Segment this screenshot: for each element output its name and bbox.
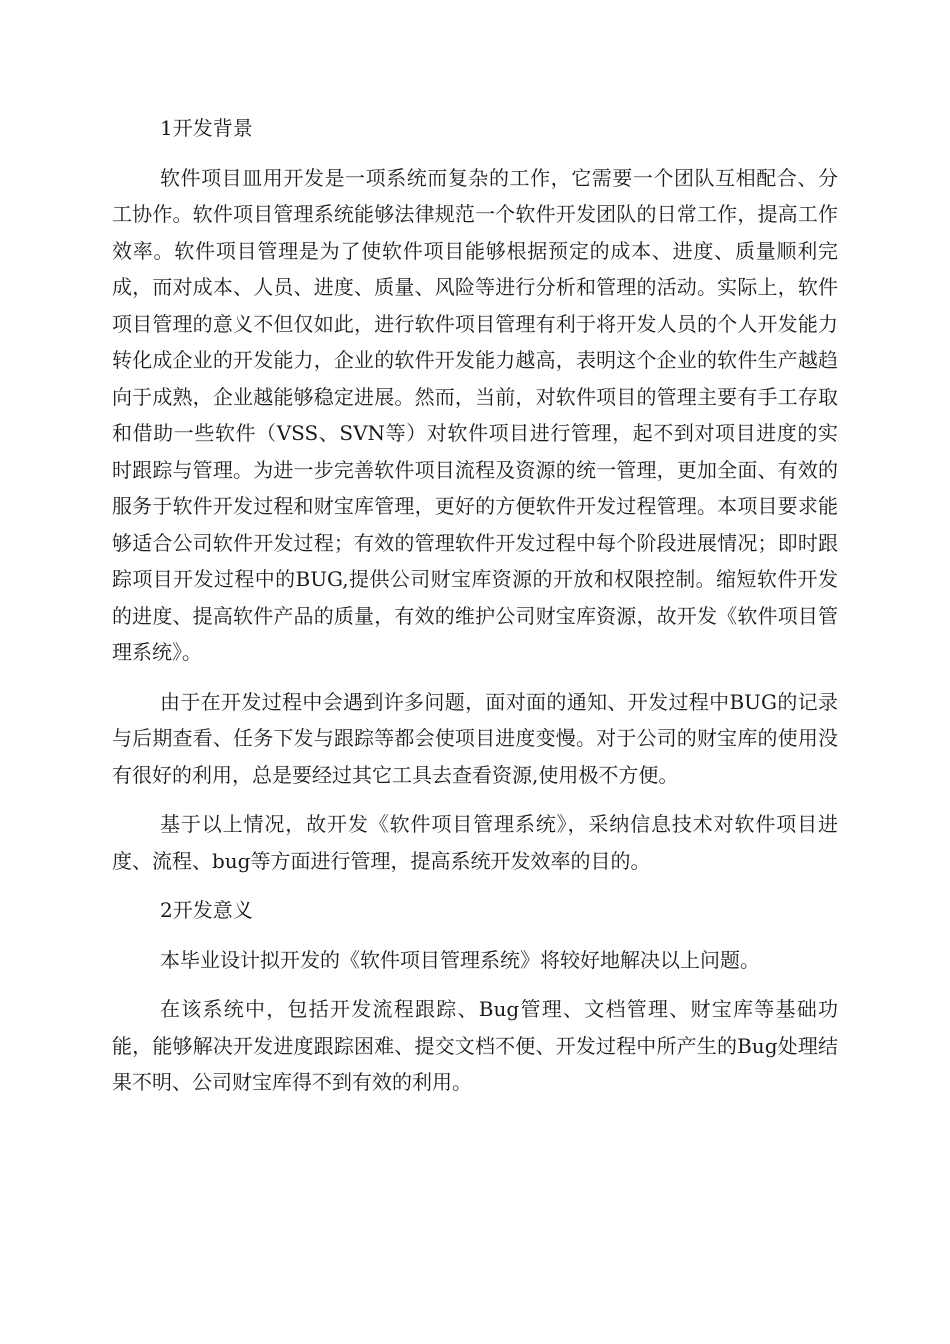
paragraph-background-3: 基于以上情况，故开发《软件项目管理系统》，采纳信息技术对软件项目进度、流程、bug等方面进行管理，提高系统开发效率的目的。	[112, 812, 838, 873]
section-heading-background: 1开发背景	[160, 116, 253, 140]
paragraph-background-1: 软件项目皿用开发是一项系统而复杂的工作，它需要一个团队互相配合、分工协作。软件项目管理系统能够法律规范一个软件开发团队的日常工作，提高工作效率。软件项目管理是为了使软件项目能够根据预定的成本、进度、质量顺利完成，而对成本、人员、进度、质量、风险等进行分析和管理的活动。实际上，软件项目管理的意义不但仅如此，进行软件项目管理有利于将开发人员的个人开发能力转化成企业的开发能力，企业的软件开发能力越高，表明这个企业的软件生产越趋向于成熟，企业越能够稳定进展。然而，当前，对软件项目的管理主要有手工存取和借助一些软件（VSS、SVN等）对软件项目进行管理，起不到对项目进度的实时跟踪与管理。为进一步完善软件项目流程及资源的统一管理，更加全面、有效的服务于软件开发过程和财宝库管理，更好的方便软件开发过程管理。本项目要求能够适合公司软件开发过程；有效的管理软件开发过程中每个阶段进展情况；即时跟踪项目开发过程中的BUG,提供公司财宝库资源的开放和权限控制。缩短软件开发的进度、提高软件产品的质量，有效的维护公司财宝库资源，故开发《软件项目管理系统》。	[112, 165, 838, 664]
paragraph-background-2: 由于在开发过程中会遇到许多问题，面对面的通知、开发过程中BUG的记录与后期查看、任务下发与跟踪等都会使项目进度变慢。对于公司的财宝库的使用没有很好的利用，总是要经过其它工具去查看资源,使用极不方便。	[112, 689, 838, 787]
paragraph-significance-2: 在该系统中，包括开发流程跟踪、Bug管理、文档管理、财宝库等基础功能，能够解决开发进度跟踪困难、提交文档不便、开发过程中所产生的Bug处理结果不明、公司财宝库得不到有效的利用。	[112, 997, 838, 1094]
document-body	[112, 110, 838, 1114]
paragraph-significance-1: 本毕业设计拟开发的《软件项目管理系统》将较好地解决以上问题。	[160, 947, 760, 972]
section-heading-significance: 2开发意义	[160, 898, 253, 922]
